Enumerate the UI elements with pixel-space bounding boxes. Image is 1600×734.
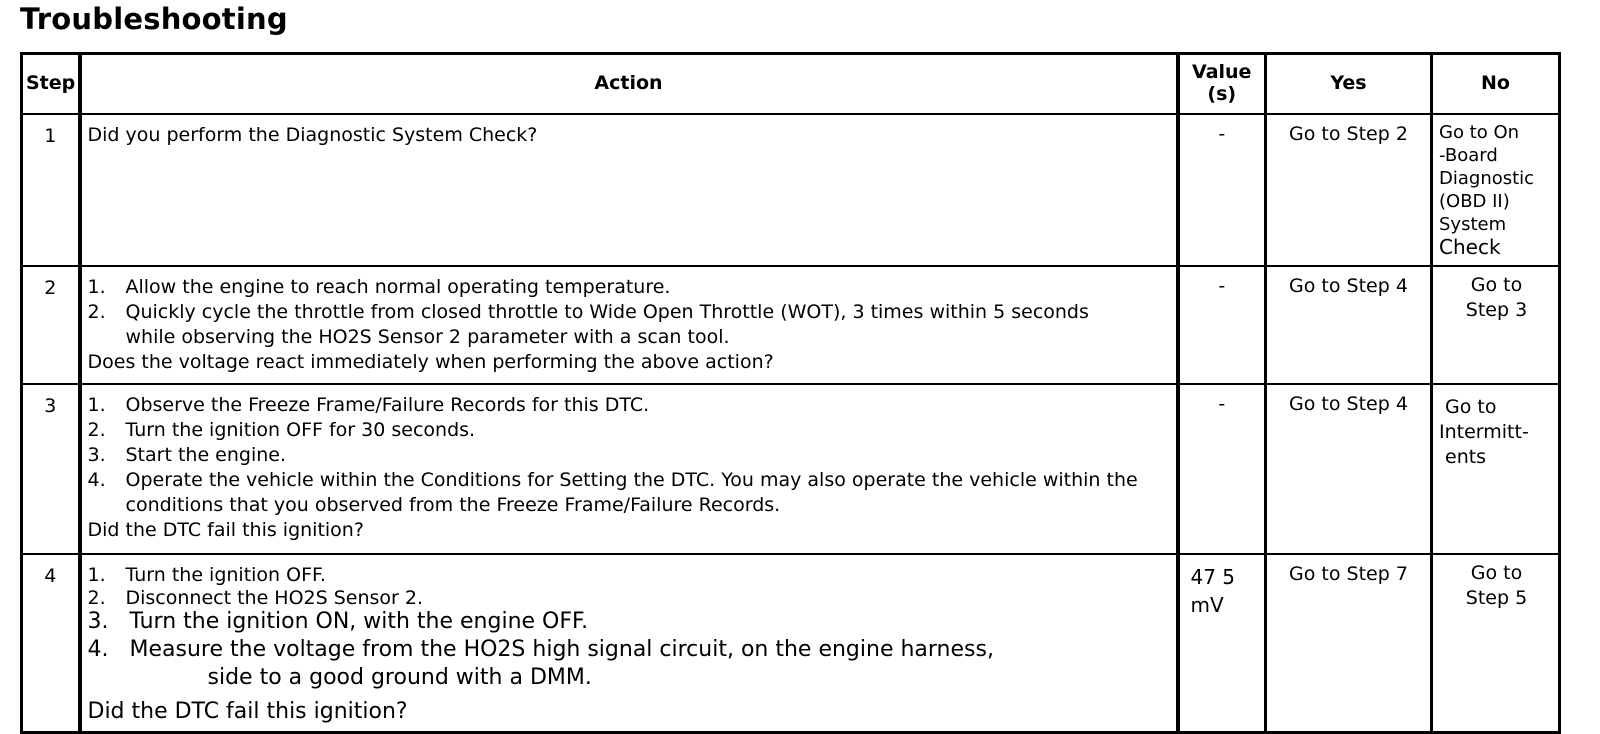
action-item [88, 393, 1170, 418]
action-item-text: Observe the Freeze Frame/Failure Records for this DTC. [125, 394, 650, 416]
action-question: Did the DTC fail this ignition? [87, 519, 364, 541]
no-line: Step 5 [1465, 587, 1528, 609]
action-question: Did the DTC fail this ignition? [87, 699, 408, 724]
action-item [88, 418, 1170, 443]
no-line: Go to On [1439, 122, 1520, 143]
action-item [88, 275, 1170, 300]
no-line: Intermitt- [1439, 421, 1529, 443]
action-item-number: 3. [87, 444, 106, 466]
header-action: Action [80, 54, 1178, 115]
action-item-continuation: side to a good ground with a DMM. [207, 665, 592, 690]
no-line: Go to [1445, 396, 1497, 418]
action-item-text: Measure the voltage from the HO2S high signal circuit, on the engine harness, [129, 637, 994, 662]
header-value-line1: Value [1192, 61, 1252, 84]
table-row [22, 384, 1560, 554]
action-item-number: 4. [87, 469, 106, 491]
no-line: Go to [1470, 562, 1523, 584]
action-item-number: 1. [87, 564, 106, 586]
action-item-number: 4. [87, 637, 109, 662]
action-item [88, 563, 1170, 588]
yes-cell: Go to Step 7 [1266, 554, 1432, 733]
action-item-number: 1. [87, 394, 106, 416]
action-cell [80, 554, 1178, 733]
no-line: System [1439, 214, 1507, 235]
action-cell [80, 384, 1178, 554]
header-step: Step [22, 54, 80, 115]
no-line: Step 3 [1465, 299, 1528, 321]
header-value-line2: (s) [1207, 83, 1237, 105]
action-item [88, 588, 1170, 608]
no-cell [1432, 554, 1560, 733]
action-item-text: Operate the vehicle within the Conditions for Setting the DTC. You may also operate the vehicle within the conditions that you observed from the Freeze Frame/Failure Records. [125, 469, 1138, 516]
action-item-number: 2. [87, 419, 106, 441]
action-item [88, 443, 1170, 468]
action-item-number: 3. [87, 609, 109, 634]
no-line: (OBD II) [1439, 191, 1510, 212]
action-item-text: Disconnect the HO2S Sensor 2. [125, 587, 424, 609]
action-item-text: Allow the engine to reach normal operating temperature. [125, 276, 671, 298]
action-item-text: Turn the ignition OFF for 30 seconds. [125, 419, 476, 441]
action-item-text: Turn the ignition ON, with the engine OFF. [129, 609, 589, 634]
value-line: mV [1190, 593, 1224, 617]
value-cell: - [1178, 384, 1266, 554]
step-number: 3 [22, 384, 80, 554]
table-row [22, 554, 1560, 733]
yes-cell: Go to Step 4 [1266, 384, 1432, 554]
step-number: 4 [22, 554, 80, 733]
value-cell [1178, 554, 1266, 733]
value-line: 47 5 [1190, 565, 1236, 589]
action-item-text: Start the engine. [125, 444, 287, 466]
action-question: Does the voltage react immediately when performing the above action? [87, 351, 774, 373]
table-row [22, 114, 1560, 266]
no-line: Diagnostic [1439, 168, 1535, 189]
no-cell [1432, 384, 1560, 554]
page-title: Troubleshooting [20, 2, 288, 36]
action-item [88, 468, 1170, 518]
action-item [88, 608, 1170, 636]
value-cell: - [1178, 114, 1266, 266]
header-row [22, 54, 1560, 115]
header-value [1178, 54, 1266, 115]
no-line: ents [1445, 446, 1487, 468]
action-item-number: 2. [87, 301, 106, 323]
action-item-number: 2. [87, 587, 106, 609]
action-item-number: 1. [87, 276, 106, 298]
no-cell [1432, 266, 1560, 384]
header-yes: Yes [1266, 54, 1432, 115]
action-cell [80, 266, 1178, 384]
header-no: No [1432, 54, 1560, 115]
action-item [88, 300, 1170, 350]
no-line: Check [1439, 235, 1501, 259]
yes-cell: Go to Step 2 [1266, 114, 1432, 266]
yes-cell: Go to Step 4 [1266, 266, 1432, 384]
step-number: 1 [22, 114, 80, 266]
action-item [88, 636, 1170, 664]
troubleshooting-table [20, 52, 1561, 734]
no-line: -Board [1439, 145, 1498, 166]
no-line: Go to [1470, 274, 1523, 296]
no-cell [1432, 114, 1560, 266]
table-row [22, 266, 1560, 384]
action-cell [80, 114, 1178, 266]
action-item-text: Quickly cycle the throttle from closed throttle to Wide Open Throttle (WOT), 3 times within 5 seconds while observing the HO2S Sensor 2 parameter with a scan tool. [125, 301, 1089, 348]
value-cell: - [1178, 266, 1266, 384]
action-question: Did you perform the Diagnostic System Check? [87, 124, 538, 146]
action-item-text: Turn the ignition OFF. [125, 564, 326, 586]
step-number: 2 [22, 266, 80, 384]
